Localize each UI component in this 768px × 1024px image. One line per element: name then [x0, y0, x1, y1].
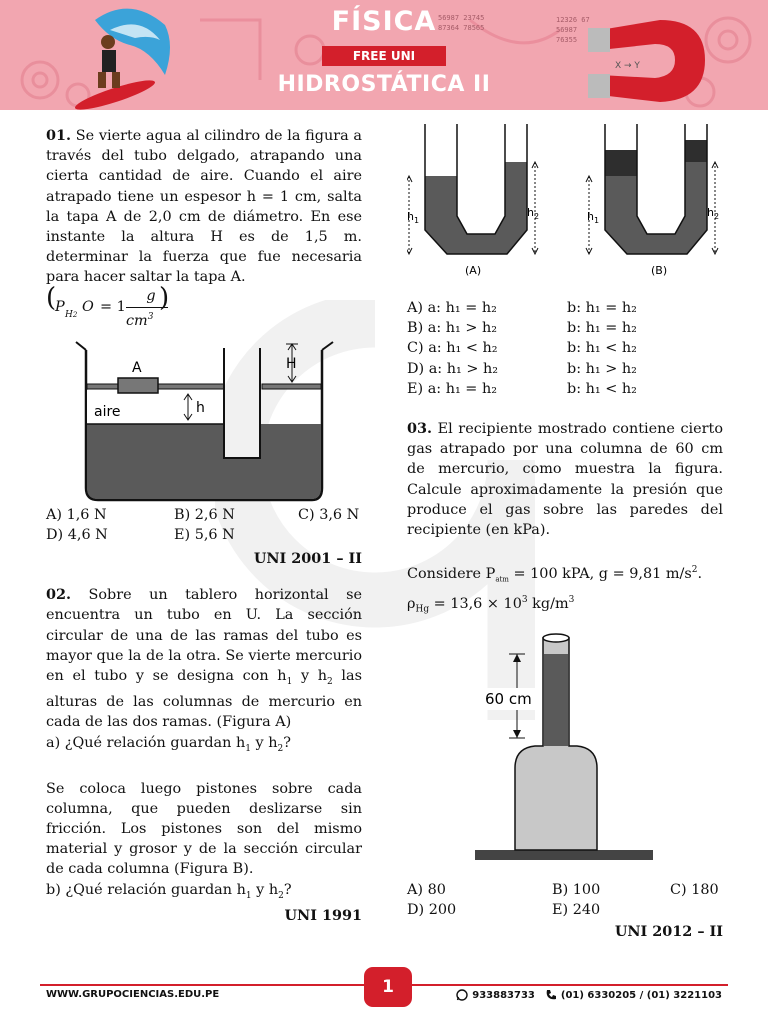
- svg-text:A: A: [132, 359, 142, 376]
- whatsapp-icon: [456, 989, 468, 1001]
- topic-title: HIDROSTÁTICA II: [277, 72, 491, 97]
- svg-text:h1: $h_1$: [407, 210, 420, 225]
- svg-text:87364 78565: 87364 78565: [438, 24, 485, 32]
- u-tube-b: [586, 124, 719, 277]
- question-3-density: $\rho_{Hg} = 13,6 \times 10^3$ $kg/m^3$: [407, 595, 575, 615]
- option[interactable]: B) a: h₁ > h₂: [407, 320, 498, 337]
- svg-text:h: h: [196, 399, 205, 416]
- svg-text:60 cm: 60 cm: [485, 689, 532, 708]
- option[interactable]: b: h₁ = h₂: [567, 320, 637, 337]
- website-link[interactable]: WWW.GRUPOCIENCIAS.EDU.PE: [46, 989, 220, 1000]
- question-2-options: [407, 298, 723, 399]
- figure-bottle-with-mercury-column: [407, 628, 723, 880]
- svg-text:12326 67: 12326 67: [556, 16, 590, 24]
- question-2-text-b: Se coloca luego pistones sobre cada columna, que pueden deslizarse sin fricción. Los pistones son del mismo material y grosor y de la sección circular de cada columna (Figura B).: [46, 780, 362, 878]
- question-3-source: UNI 2012 – II: [614, 923, 723, 941]
- question-1-source: UNI 2001 – II: [253, 550, 362, 568]
- figure-cylinder-with-trapped-air: [46, 328, 362, 503]
- question-1-options: [46, 505, 362, 545]
- svg-text:56987: 56987: [556, 26, 578, 34]
- option[interactable]: b: h₁ = h₂: [567, 300, 637, 316]
- option[interactable]: C) 180: [670, 881, 719, 898]
- whatsapp-number: 933883733: [472, 989, 535, 1001]
- svg-text:X → Y: X → Y: [615, 61, 640, 71]
- option[interactable]: A) 1,6 N: [46, 506, 107, 523]
- option[interactable]: b: h₁ < h₂: [567, 340, 637, 357]
- option[interactable]: B) 2,6 N: [174, 506, 235, 523]
- question-2: [46, 585, 362, 926]
- svg-text:h2: $h_2$: [527, 206, 540, 221]
- svg-text:H: H: [286, 355, 297, 372]
- figure-u-tubes-a-b: [407, 124, 723, 282]
- svg-text:76355: 76355: [556, 36, 578, 44]
- left-column: [46, 126, 362, 926]
- svg-text:h1: $h_1$: [587, 210, 600, 225]
- question-2b: b) ¿Qué relación guardan $h_1$ y $h_2$?: [46, 881, 292, 901]
- phone-numbers: (01) 6330205 / (01) 3221103: [560, 989, 722, 1001]
- option[interactable]: E) a: h₁ = h₂: [407, 380, 497, 397]
- subject-title: FÍSICA: [331, 6, 437, 37]
- option[interactable]: D) 200: [407, 902, 457, 919]
- svg-text:aire: aire: [94, 403, 121, 420]
- svg-text:h2: $h_2$: [707, 206, 720, 221]
- right-column: [407, 126, 723, 943]
- option[interactable]: A) a: h₁ = h₂: [407, 300, 497, 316]
- option[interactable]: C) a: h₁ < h₂: [407, 340, 498, 357]
- contact-info: [456, 989, 722, 1001]
- u-tube-a: [407, 124, 539, 277]
- question-1-text: 01. Se vierte agua al cilindro de la figura a través del tubo delgado, atrapando una cierta cantidad de aire. Cuando el aire atrapado tiene un espesor h = 1 cm, salta la tapa A de 2,0 cm de diámetro. En ese instante la altura H es de 1,5 m. determinar la fuerza que fue necesaria para hacer saltar la tapa A.: [46, 127, 362, 286]
- option[interactable]: D) a: h₁ > h₂: [407, 360, 499, 377]
- option[interactable]: b: h₁ < h₂: [567, 380, 637, 397]
- option[interactable]: C) 3,6 N: [298, 506, 360, 523]
- page-number: 1: [364, 967, 412, 1007]
- page-header: [0, 0, 768, 110]
- question-3-constants: Considere $P_{atm} = 100$ kPA, g = 9,81 $m/s^2$.: [407, 565, 703, 584]
- phone-icon: [545, 989, 557, 1001]
- density-formula: ( P H2 O = 1 g $cm^3$ ): [46, 282, 170, 329]
- svg-text:56987 23745: 56987 23745: [438, 14, 485, 22]
- question-3-options: [407, 880, 723, 920]
- course-tag: FREE UNI: [322, 46, 446, 66]
- option[interactable]: D) 4,6 N: [46, 526, 108, 543]
- option[interactable]: E) 240: [552, 902, 601, 919]
- question-1: [46, 126, 362, 569]
- question-2a: a) ¿Qué relación guardan $h_1$ y $h_2$?: [46, 734, 291, 754]
- svg-text:(A): (A): [465, 264, 482, 277]
- option[interactable]: b: h₁ > h₂: [567, 360, 637, 377]
- svg-text:(B): (B): [651, 264, 668, 277]
- option[interactable]: A) 80: [407, 881, 446, 898]
- option[interactable]: E) 5,6 N: [174, 526, 235, 543]
- question-3: [407, 419, 723, 943]
- question-2-source: UNI 1991: [284, 906, 362, 924]
- question-3-text: 03. El recipiente mostrado contiene cierto gas atrapado por una columna de 60 cm de mercurio, como muestra la figura. Calcule aproximadamente la presión que produce el gas sobre las paredes del recipiente (en kPa).: [407, 420, 723, 539]
- option[interactable]: B) 100: [552, 881, 601, 898]
- question-2-text: 02. Sobre un tablero horizontal se encuentra un tubo en U. La sección circular de una de las ramas del tubo es mayor que la de la otra. Se vierte mercurio en el tubo y se designa con $h_1$ y $h_2$ las alturas de las columnas de mercurio en cada de las dos ramas. (Figura A): [46, 586, 362, 731]
